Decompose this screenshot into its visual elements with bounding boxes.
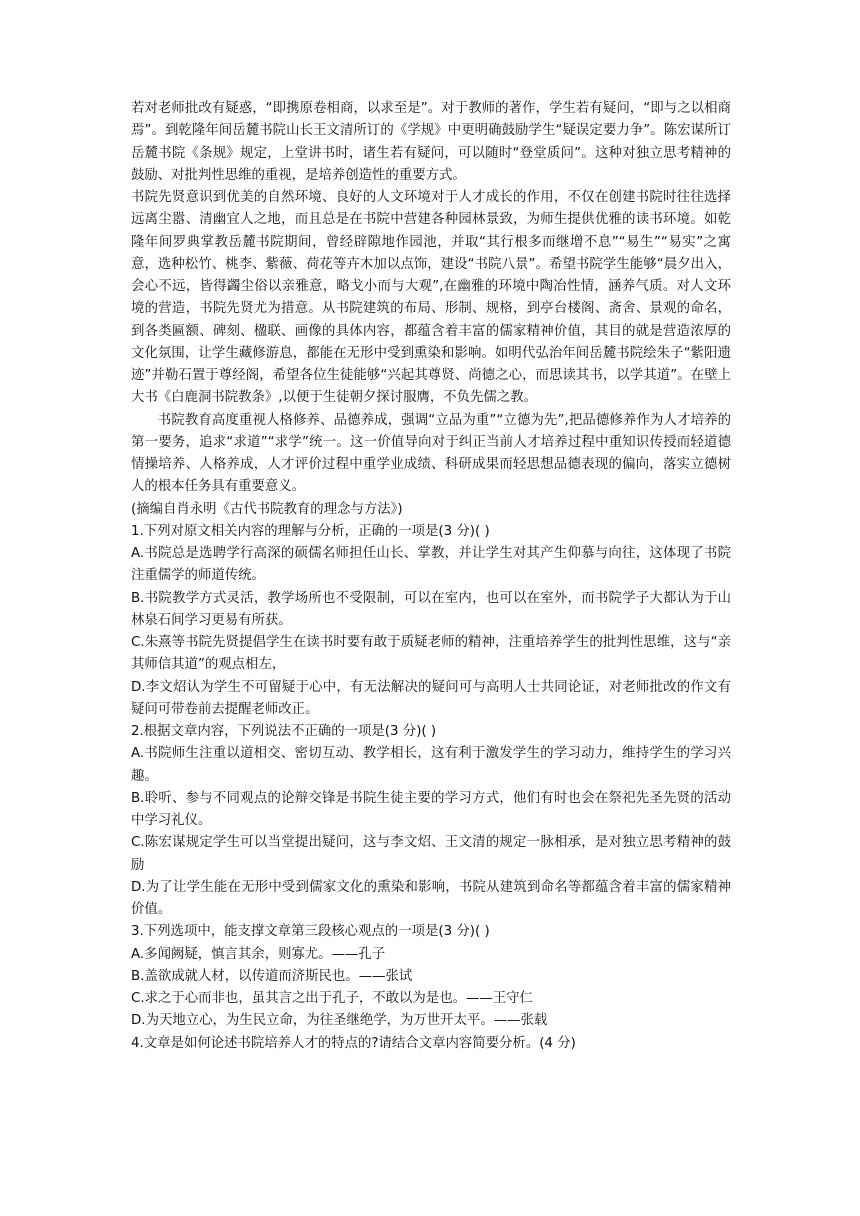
document-page <box>131 98 731 1055</box>
question-2 <box>131 721 731 921</box>
question-4 <box>131 1033 731 1055</box>
option-d: D.李文炤认为学生不可留疑于心中，有无法解决的疑问可与高明人士共同论证，对老师批改的作文有疑问可带卷前去提醒老师改正。 <box>131 679 731 717</box>
question-stem: 1.下列对原文相关内容的理解与分析，正确的一项是(3 分)( ) <box>131 523 490 539</box>
question-stem: 2.根据文章内容，下列说法不正确的一项是(3 分)( ) <box>131 724 437 739</box>
passage-source: (摘编自肖永明《古代书院教育的理念与方法》) <box>131 501 403 517</box>
option-a: A.书院师生注重以道相交、密切互动、教学相长，这有利于激发学生的学习动力，维持学生的学习兴趣。 <box>131 746 731 784</box>
option-a: A.书院总是选聘学行高深的硕儒名师担任山长、掌教，并让学生对其产生仰慕与向往，这体现了书院注重儒学的师道传统。 <box>131 546 731 584</box>
question-3 <box>131 921 731 1032</box>
passage-paragraph-3: 书院教育高度重视人格修养、品德养成，强调“立品为重”“立德为先”,把品德修养作为人才培养的第一要务，追求“求道”“求学”统一。这一价值导向对于纠正当前人才培养过程中重知识传授而轻道德情操培养、人格养成，人才评价过程中重学业成绩、科研成果而轻思想品德表现的偏向，落实立德树人的根本任务具有重要意义。 <box>131 412 731 495</box>
option-a: A.多闻阙疑，慎言其余，则寡尤。——孔子 <box>131 946 386 962</box>
option-c: C.陈宏谋规定学生可以当堂提出疑问，这与李文炤、王文清的规定一脉相承，是对独立思考精神的鼓励 <box>131 835 731 873</box>
question-stem: 3.下列选项中，能支撑文章第三段核心观点的一项是(3 分)( ) <box>131 924 490 940</box>
question-stem: 4.文章是如何论述书院培养人才的特点的?请结合文章内容简要分析。(4 分) <box>131 1035 576 1051</box>
option-b: B.书院教学方式灵活，教学场所也不受限制，可以在室内，也可以在室外，而书院学子大都认为于山林泉石间学习更易有所获。 <box>131 590 731 628</box>
passage-paragraph-1: 若对老师批改有疑惑，“即携原卷相商，以求至是”。对于教师的著作，学生若有疑问，“即与之以相商焉”。到乾隆年间岳麓书院山长王文清所订的《学规》中更明确鼓励学生“疑误定要力争”。陈宏谋所订岳麓书院《条规》规定，上堂讲书时，诸生若有疑问，可以随时“登堂质问”。这种对独立思考精神的鼓励、对批判性思维的重视，是培养创造性的重要方式。 <box>131 101 731 183</box>
passage-paragraph-2: 书院先贤意识到优美的自然环境、良好的人文环境对于人才成长的作用，不仅在创建书院时往往选择远离尘嚣、清幽宜人之地，而且总是在书院中营建各种园林景致，为师生提供优雅的读书环境。如乾隆年间罗典掌教岳麓书院期间，曾经辟隙地作园池，并取“其行根多而继增不息”“易生”“易实”之寓意，选种松竹、桃李、紫薇、荷花等卉木加以点饰，建设“书院八景”。希望书院学生能够“晨夕出入，会心不远，皆得蠲尘俗以亲雅意，略戈小而与大观”,在幽雅的环境中陶冶性情，涵养气质。对人文环境的营造，书院先贤尤为措意。从书院建筑的布局、形制、规格，到亭台楼阁、斋舍、景观的命名，到各类匾额、碑刻、楹联、画像的具体内容，都蕴含着丰富的儒家精神价值，其目的就是营造浓厚的文化氛围，让学生藏修游息，都能在无形中受到熏染和影响。如明代弘治年间岳麓书院绘朱子“紫阳遗迹”并勒石置于尊经阁，希望各位生徒能够“兴起其尊贤、尚德之心，而思读其书，以学其道”。在壁上大书《白鹿洞书院教条》,以便于生徒朝夕探讨服膺，不负先儒之教。 <box>131 190 731 406</box>
question-1 <box>131 521 731 721</box>
option-b: B.聆听、参与不同观点的论辩交锋是书院生徒主要的学习方式，他们有时也会在祭祀先圣先贤的活动中学习礼仪。 <box>131 790 731 828</box>
option-d: D.为天地立心，为生民立命，为往圣继绝学，为万世开太平。——张载 <box>131 1013 548 1029</box>
option-d: D.为了让学生能在无形中受到儒家文化的熏染和影响，书院从建筑到命名等都蕴含着丰富的儒家精神价值。 <box>131 879 731 917</box>
option-b: B.盖欲成就人材，以传道而济斯民也。——张试 <box>131 968 413 984</box>
option-c: C.朱熹等书院先贤提倡学生在读书时要有敢于质疑老师的精神，注重培养学生的批判性思维，这与“亲其师信其道”的观点相左， <box>131 635 731 673</box>
option-c: C.求之于心而非也，虽其言之出于孔子，不敢以为是也。——王守仁 <box>131 991 533 1006</box>
